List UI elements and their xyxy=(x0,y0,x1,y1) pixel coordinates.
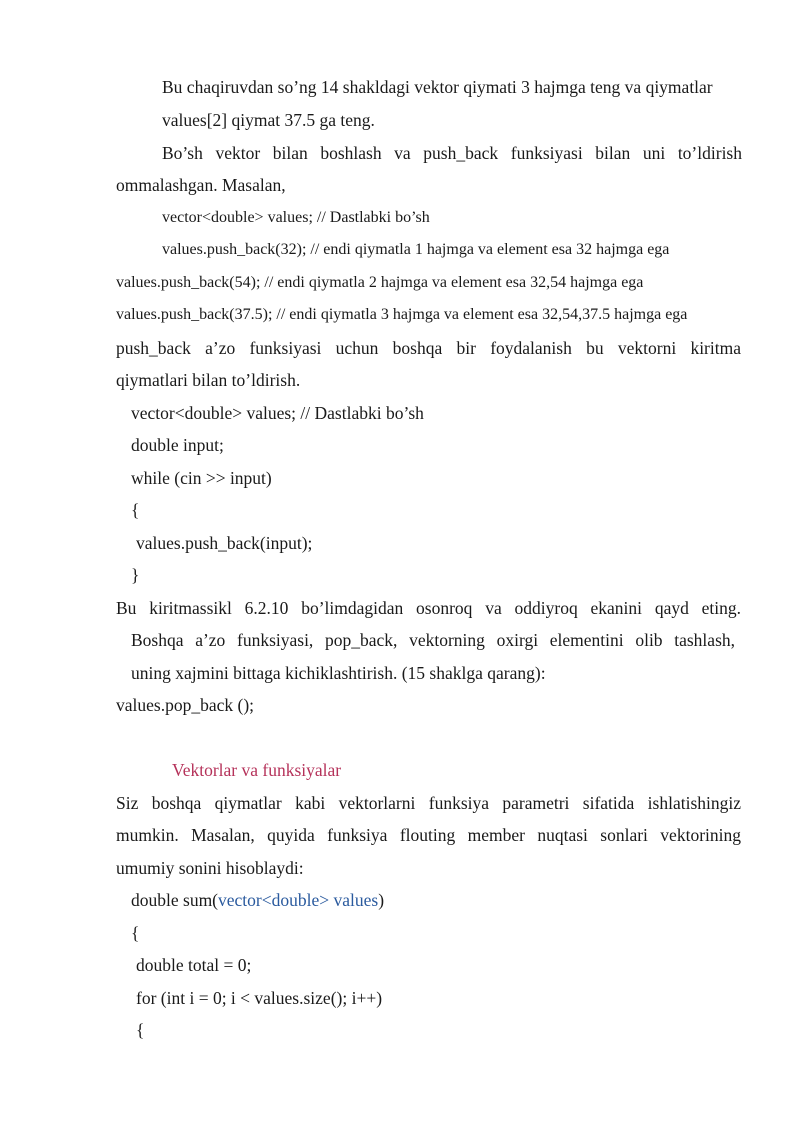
code-line: vector<double> values; // Dastlabki bo’sh xyxy=(162,209,430,226)
code-line: values.push_back(input); xyxy=(136,533,313,553)
paragraph-line: qiymatlari bilan to’ldirish. xyxy=(116,370,301,390)
code-line: { xyxy=(131,923,140,943)
paragraph-line: push_back a’zo funksiyasi uchun boshqa bir foydalanish bu vektorni kiritma xyxy=(116,338,741,358)
paragraph-line: umumiy sonini hisoblaydi: xyxy=(116,858,304,878)
code-line: values.push_back(32); // endi qiymatla 1 hajmga va element esa 32 hajmga ega xyxy=(162,241,670,258)
paragraph-line: Bo’sh vektor bilan boshlash va push_back funksiyasi bilan uni to’ldirish xyxy=(162,143,742,163)
section-heading: Vektorlar va funksiyalar xyxy=(172,760,342,780)
code-line: double total = 0; xyxy=(136,955,252,975)
paragraph-line: Bu kiritmassikl 6.2.10 bo’limdagidan osonroq va oddiyroq ekanini qayd eting. xyxy=(116,598,741,618)
code-line: values.push_back(37.5); // endi qiymatla 3 hajmga va element esa 32,54,37.5 hajmga ega xyxy=(116,306,688,323)
code-line: } xyxy=(131,565,140,585)
code-line: { xyxy=(131,500,140,520)
code-line: while (cin >> input) xyxy=(131,468,272,488)
code-fragment: double sum( xyxy=(131,890,219,910)
code-line: values.push_back(54); // endi qiymatla 2 hajmga va element esa 32,54 hajmga ega xyxy=(116,274,644,291)
code-line: { xyxy=(136,1020,145,1040)
paragraph-line: mumkin. Masalan, quyida funksiya flouting member nuqtasi sonlari vektorining xyxy=(116,825,741,845)
paragraph-line: Boshqa a’zo funksiyasi, pop_back, vektorning oxirgi elementini olib tashlash, xyxy=(131,630,735,650)
paragraph-line: Siz boshqa qiymatlar kabi vektorlarni funksiya parametri sifatida ishlatishingiz xyxy=(116,793,741,813)
code-fragment: ) xyxy=(378,890,385,910)
code-line xyxy=(131,889,384,911)
function-parameter: vector<double> values xyxy=(218,890,379,910)
paragraph-line: Bu chaqiruvdan so’ng 14 shakldagi vektor qiymati 3 hajmga teng va qiymatlar xyxy=(162,77,713,97)
code-line: for (int i = 0; i < values.size(); i++) xyxy=(136,988,383,1008)
code-line: values.pop_back (); xyxy=(116,695,255,715)
paragraph-line: uning xajmini bittaga kichiklashtirish. (15 shaklga qarang): xyxy=(131,663,546,683)
paragraph-line: values[2] qiymat 37.5 ga teng. xyxy=(162,110,375,130)
paragraph-line: ommalashgan. Masalan, xyxy=(116,175,286,195)
code-line: vector<double> values; // Dastlabki bo’sh xyxy=(131,403,424,423)
code-line: double input; xyxy=(131,435,224,455)
